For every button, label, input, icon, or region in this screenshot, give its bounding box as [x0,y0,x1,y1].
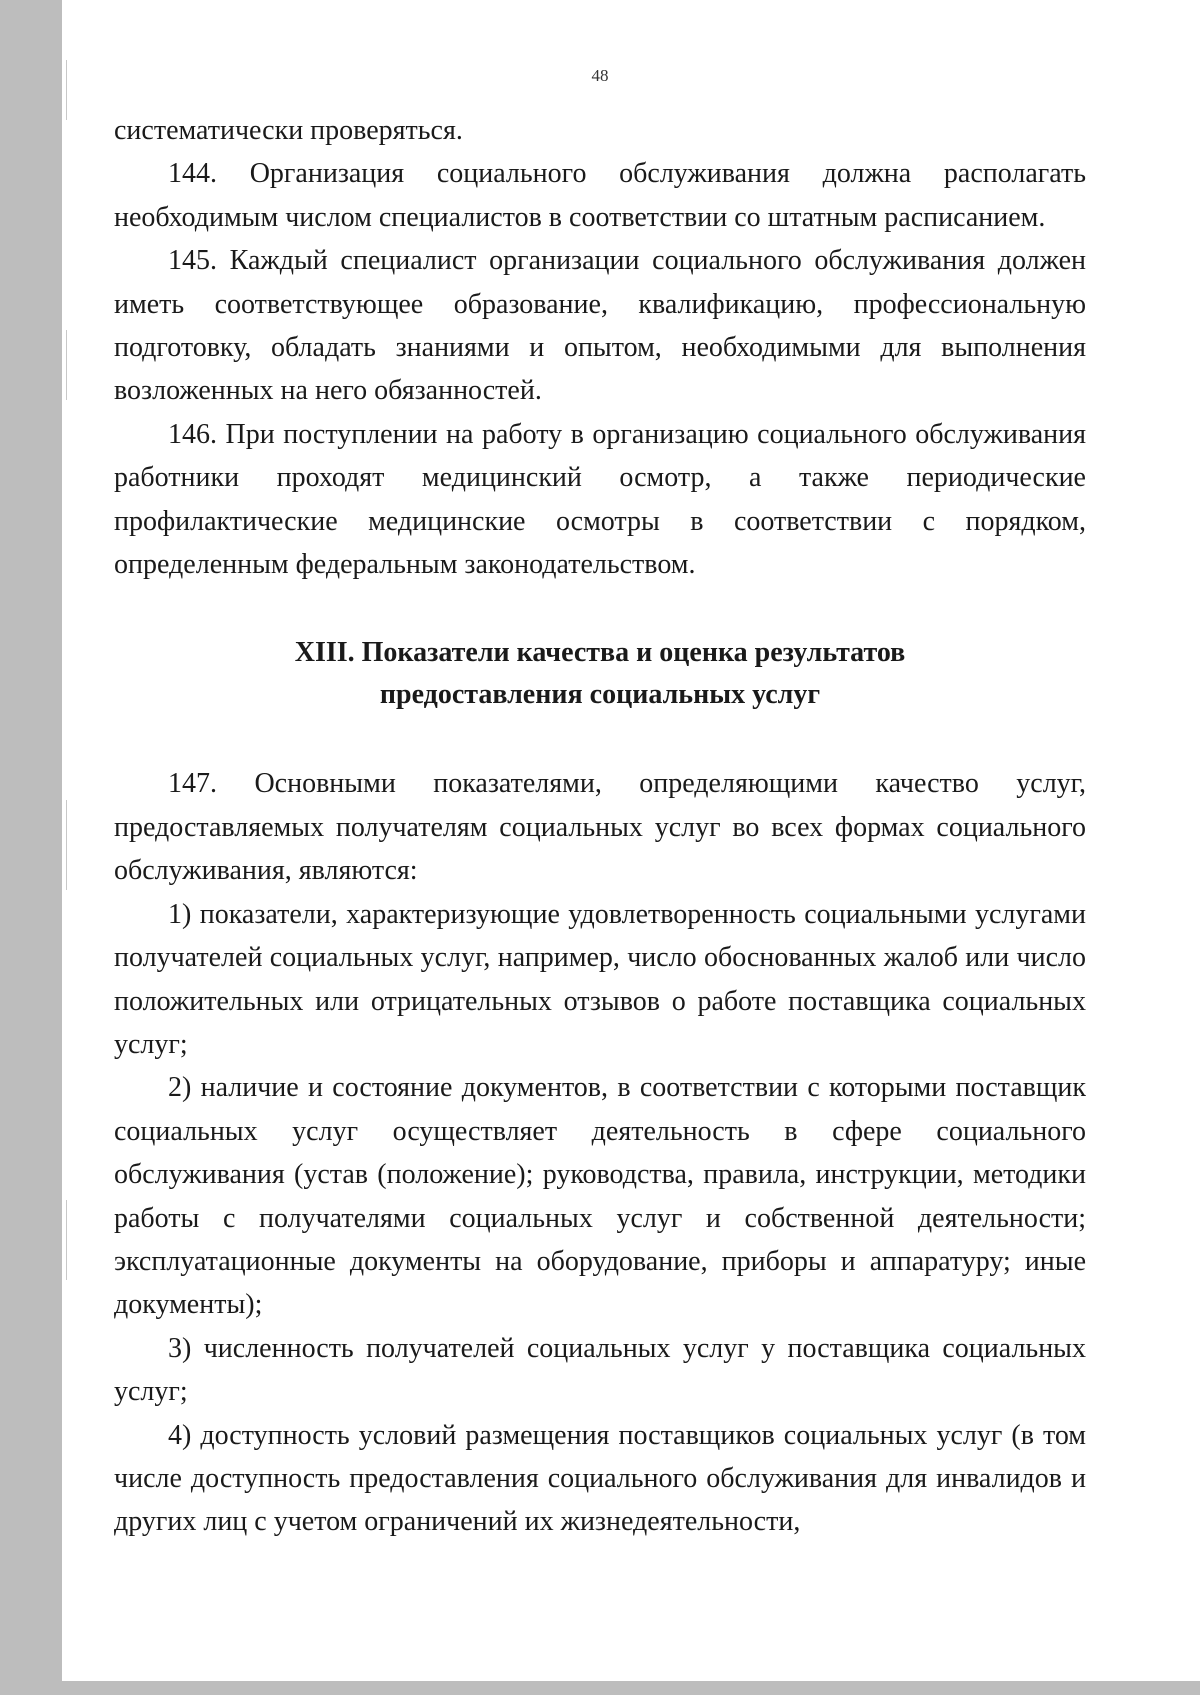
section-heading-line: XIII. Показатели качества и оценка результатов [294,637,906,669]
scan-edge-mark [66,1200,67,1280]
section-heading [114,632,1086,716]
page-number: 48 [591,66,609,85]
section-heading-line: предоставления социальных услуг [379,679,821,711]
paragraph: 147. Основными показателями, определяющими качество услуг, предоставляемых получателям социальных услуг во всех формах социального обслуживания, являются: [114,768,1086,887]
list-item: 4) доступность условий размещения поставщиков социальных услуг (в том числе доступность предоставления социального обслуживания для инвалидов и других лиц с учетом ограничений их жизнедеятельности, [114,1419,1086,1538]
scan-edge-mark [66,800,67,890]
scan-edge-mark [66,330,67,400]
document-body [114,109,1086,1544]
list-item: 1) показатели, характеризующие удовлетворенность социальными услугами получателей социальных услуг, например, число обоснованных жалоб или число положительных или отрицательных отзывов о работе поставщика социальных услуг; [114,898,1086,1060]
paragraph: 145. Каждый специалист организации социального обслуживания должен иметь соответствующее образование, квалификацию, профессиональную подготовку, обладать знаниями и опытом, необходимыми для выполнения возложенных на него обязанностей. [114,245,1086,407]
list-item: 3) численность получателей социальных услуг у поставщика социальных услуг; [114,1332,1086,1408]
list-item: 2) наличие и состояние документов, в соответствии с которыми поставщик социальных услуг осуществляет деятельность в сфере социального обслуживания (устав (положение); руководства, правила, инструкции, методики работы с получателями социальных услуг и собственной деятельности; эксплуатационные документы на оборудование, приборы и аппаратуру; иные документы); [114,1072,1086,1321]
paragraph: систематически проверяться. [114,115,463,146]
paragraph: 144. Организация социального обслуживания должна располагать необходимым числом специалистов в соответствии со штатным расписанием. [114,158,1086,233]
paragraph: 146. При поступлении на работу в организацию социального обслуживания работники проходят медицинский осмотр, а также периодические профилактические медицинские осмотры в соответствии с порядком, определенным федеральным законодательством. [114,418,1086,581]
